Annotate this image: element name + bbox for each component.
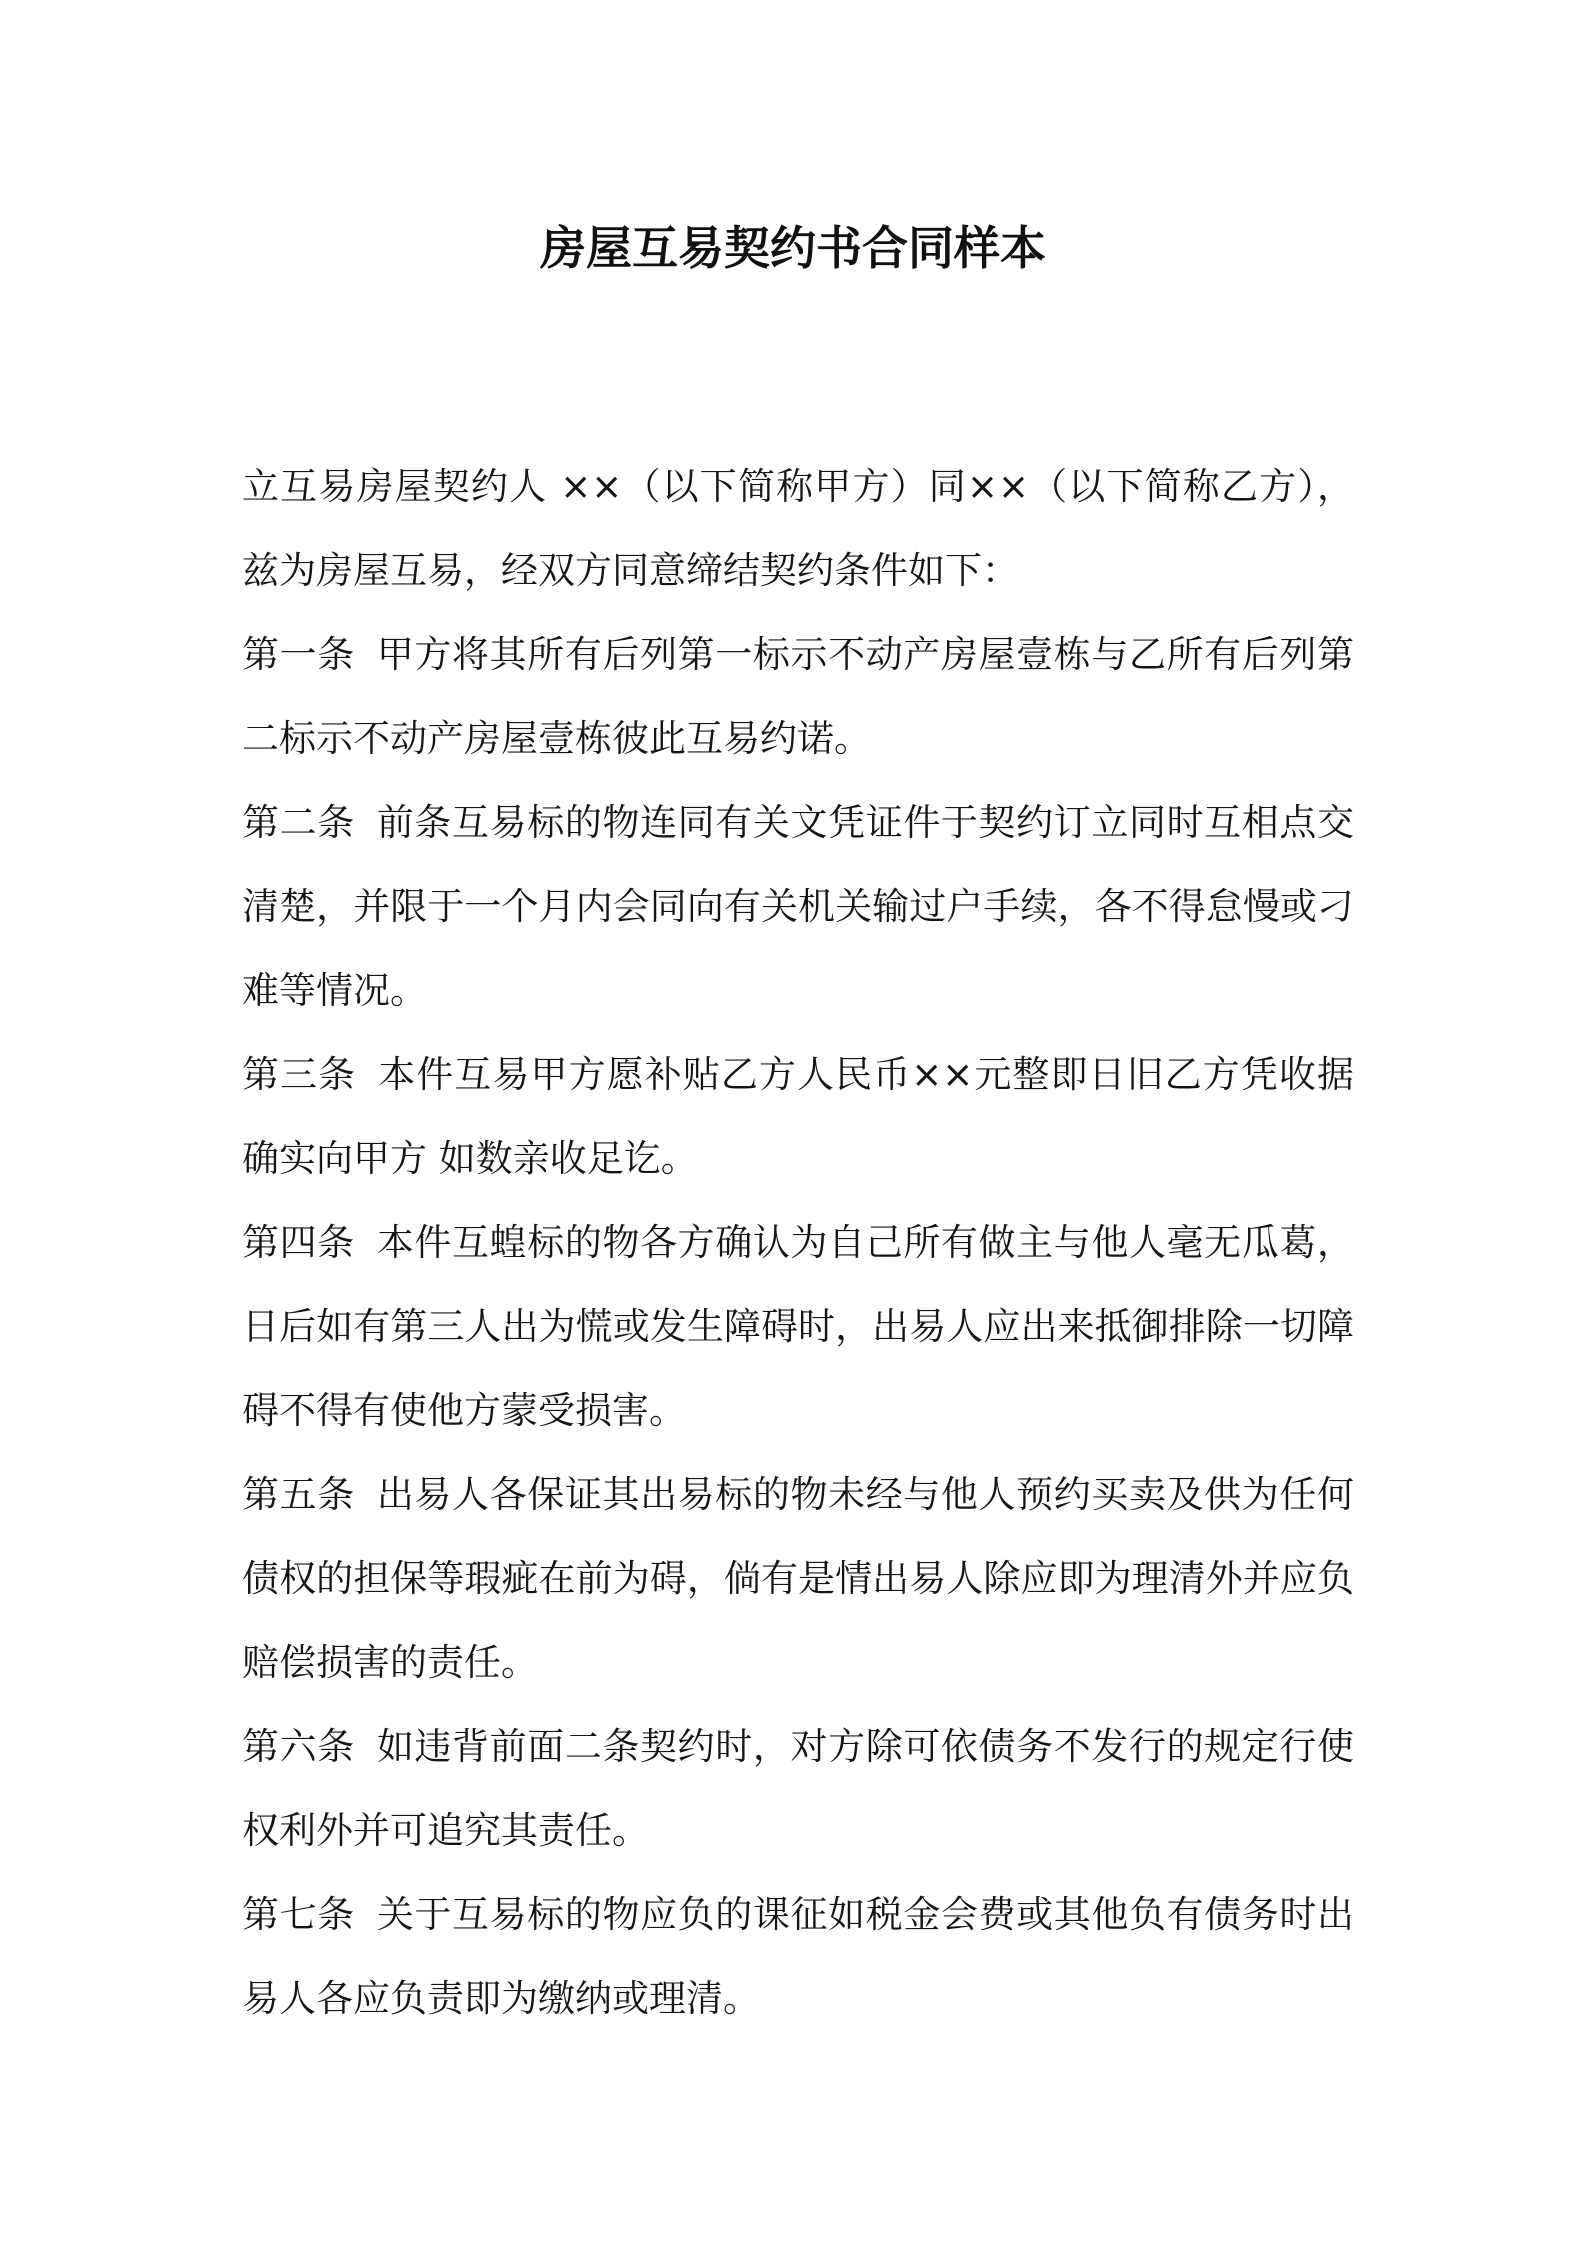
article-7 bbox=[242, 1873, 1354, 2041]
article-2-label: 第二条 bbox=[242, 801, 355, 844]
article-5-label: 第五条 bbox=[242, 1473, 355, 1516]
article-7-text: 关于互易标的物应负的课征如税金会费或其他负有债务时出易人各应负责即为缴纳或理清。 bbox=[242, 1893, 1355, 2020]
article-6-text: 如违背前面二条契约时，对方除可依债务不发行的规定行使权利外并可追究其责任。 bbox=[242, 1725, 1355, 1852]
document-body bbox=[242, 445, 1354, 2041]
article-4-text: 本件互蝗标的物各方确认为自己所有做主与他人毫无瓜葛，日后如有第三人出为慌或发生障碍时，出易人应出来抵御排除一切障碍不得有使他方蒙受损害。 bbox=[242, 1221, 1355, 1432]
article-3 bbox=[242, 1033, 1354, 1201]
intro-paragraph: 立互易房屋契约人 ××（以下简称甲方）同××（以下简称乙方），兹为房屋互易，经双方同意缔结契约条件如下： bbox=[242, 465, 1354, 592]
article-4-label: 第四条 bbox=[242, 1221, 355, 1264]
document-title: 房屋互易契约书合同样本 bbox=[540, 221, 1046, 275]
article-7-label: 第七条 bbox=[242, 1893, 355, 1936]
article-3-text: 本件互易甲方愿补贴乙方人民币××元整即日旧乙方凭收据确实向甲方 如数亲收足讫。 bbox=[242, 1053, 1355, 1180]
article-3-label: 第三条 bbox=[242, 1053, 357, 1096]
article-2-text: 前条互易标的物连同有关文凭证件于契约订立同时互相点交清楚，并限于一个月内会同向有关机关输过户手续，各不得怠慢或刁难等情况。 bbox=[242, 801, 1355, 1012]
article-1-label: 第一条 bbox=[242, 633, 355, 676]
article-1 bbox=[242, 613, 1354, 781]
article-6-label: 第六条 bbox=[242, 1725, 355, 1768]
article-5-text: 出易人各保证其出易标的物未经与他人预约买卖及供为任何债权的担保等瑕疵在前为碍，倘有是情出易人除应即为理清外并应负赔偿损害的责任。 bbox=[242, 1473, 1355, 1684]
article-4 bbox=[242, 1201, 1354, 1453]
article-2 bbox=[242, 781, 1354, 1033]
article-5 bbox=[242, 1453, 1354, 1705]
article-6 bbox=[242, 1705, 1354, 1873]
article-1-text: 甲方将其所有后列第一标示不动产房屋壹栋与乙所有后列第二标示不动产房屋壹栋彼此互易约诺。 bbox=[242, 633, 1355, 760]
